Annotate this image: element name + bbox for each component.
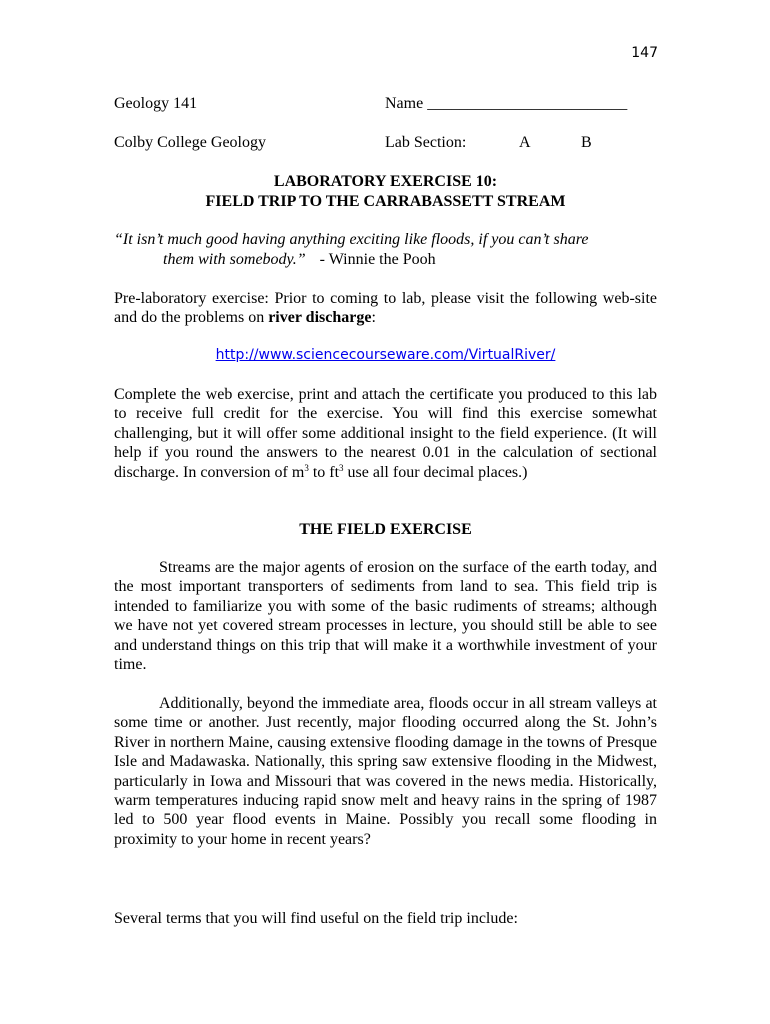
prelab-text: Pre-laboratory exercise: Prior to coming to lab, please visit the following web-site and do the problems on [114, 290, 657, 327]
superscript-m3: 3 [304, 462, 309, 473]
web-exercise-paragraph [114, 385, 657, 482]
superscript-ft3: 3 [339, 462, 344, 473]
header-row-2 [114, 132, 657, 154]
prelab-colon: : [371, 309, 376, 327]
complete-text-2: to ft [308, 463, 340, 481]
virtual-river-link-row [114, 347, 657, 363]
exercise-title [114, 172, 657, 212]
quote-line-2: them with somebody.” [163, 251, 306, 268]
name-field-label: Name _________________________ [385, 95, 628, 112]
streams-paragraph: Streams are the major agents of erosion on the surface of the earth today, and the most important transporters of sediments from land to sea. This field trip is intended to familiarize you with some of the basic rudiments of streams; although we have not yet covered stream processes in lecture, you should still be able to see and understand things on this trip that will make it a worthwhile investment of your time. [114, 559, 657, 674]
quote-attribution: - Winnie the Pooh [319, 251, 436, 268]
lab-section-label: Lab Section: [385, 134, 467, 151]
prelab-paragraph [114, 289, 657, 328]
complete-text-1: Complete the web exercise, print and attach the certificate you produced to this lab to receive full credit for the exercise. You will find this exercise somewhat challenging, but it will offer some additional insight to the field experience. (It will help if you round the answers to the nearest 0.01 in the calculation of sectional discharge. In conversion of m [114, 386, 657, 481]
header-row-1 [114, 93, 657, 115]
floods-paragraph: Additionally, beyond the immediate area, floods occur in all stream valleys at some time or another. Just recently, major flooding occurred along the St. John’s River in northern Maine, causing extensive flooding damage in the towns of Presque Isle and Madawaska. Nationally, this spring saw extensive flooding in the Midwest, particularly in Iowa and Missouri that was covered in the news media. Historically, warm temperatures inducing rapid snow melt and heavy rains in the spring of 1987 led to 500 year flood events in Maine. Possibly you recall some flooding in proximity to your home in recent years? [114, 695, 657, 848]
section-heading: THE FIELD EXERCISE [299, 521, 472, 538]
terms-intro: Several terms that you will find useful on the field trip include: [114, 910, 518, 927]
epigraph-quote [114, 230, 674, 270]
lab-section-b: B [581, 134, 592, 151]
college-name: Colby College Geology [114, 134, 266, 151]
title-line-2: FIELD TRIP TO THE CARRABASSETT STREAM [205, 193, 566, 210]
page-number: 147 [631, 45, 658, 61]
virtual-river-link[interactable]: http://www.sciencecourseware.com/VirtualRiver/ [215, 347, 556, 363]
complete-text-3: use all four decimal places.) [343, 463, 528, 481]
lab-section-a: A [519, 134, 531, 151]
course-name: Geology 141 [114, 95, 198, 112]
prelab-bold-term: river discharge [268, 309, 372, 327]
title-line-1: LABORATORY EXERCISE 10: [273, 173, 498, 190]
quote-line-1: “It isn’t much good having anything exciting like floods, if you can’t share [114, 231, 589, 248]
